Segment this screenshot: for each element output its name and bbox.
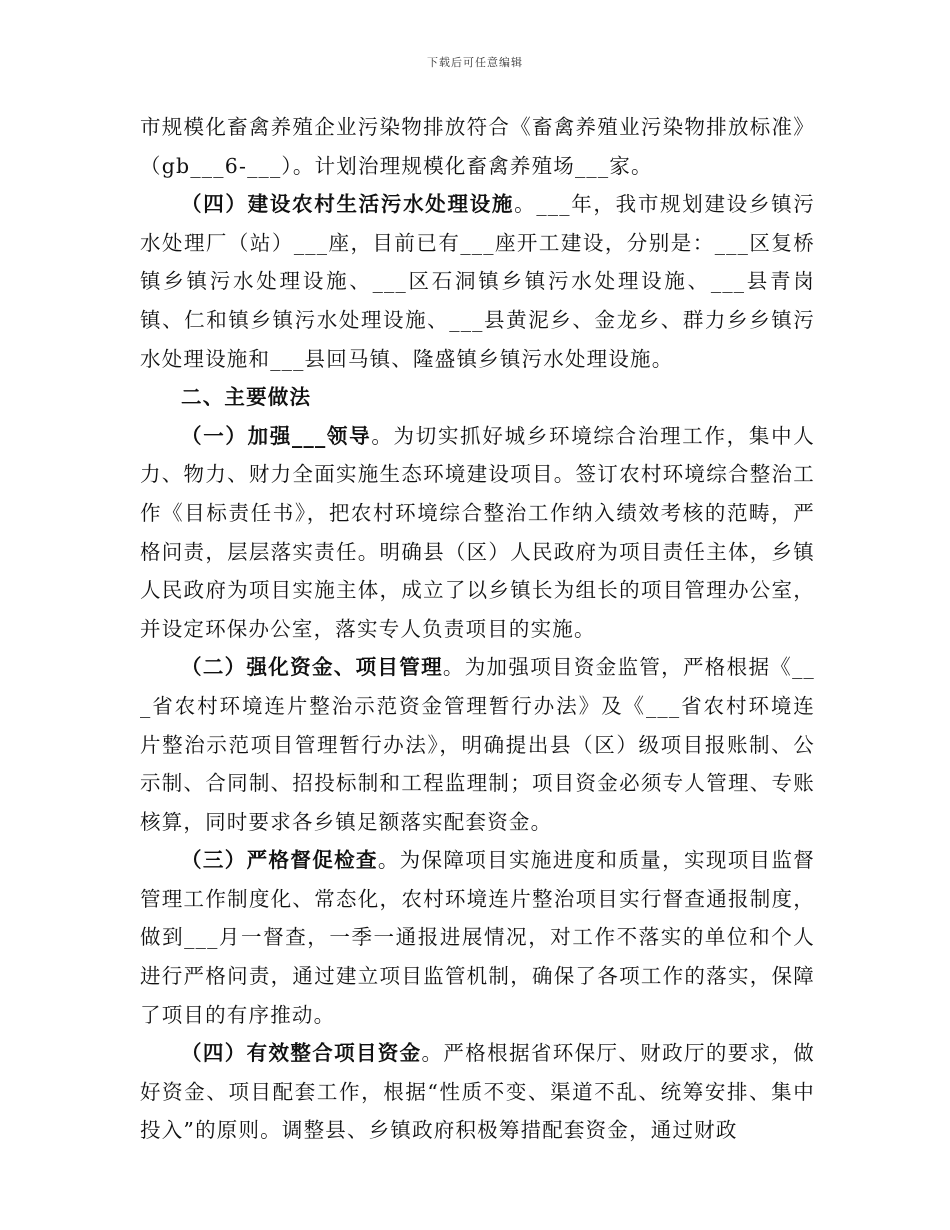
- download-note: 下载后可任意编辑: [427, 56, 523, 69]
- paragraph-heading: （四）建设农村生活污水处理设施: [181, 192, 515, 217]
- paragraph-text: 。为加强项目资金监管，严格根据《___省农村环境连片整治示范资金管理暂行办法》及《___省农村环境连片整治示范项目管理暂行办法》，明确提出县（区）级项目报账制、公示制、合同制、招投标制和工程监理制；项目资金必须专人管理、专账核算，同时要求各乡镇足额落实配套资金。: [140, 655, 815, 834]
- paragraph-text: 市规模化畜禽养殖企业污染物排放符合《畜禽养殖业污染物排放标准》（gb___6-___）。计划治理规模化畜禽养殖场___家。: [140, 115, 815, 178]
- paragraph-text: 。为切实抓好城乡环境综合治理工作，集中人力、物力、财力全面实施生态环境建设项目。签订农村环境综合整治工作《目标责任书》，把农村环境综合整治工作纳入绩效考核的范畴，严格问责，层层落实责任。明确县（区）人民政府为项目责任主体，乡镇人民政府为项目实施主体，成立了以乡镇长为组长的项目管理办公室，并设定环保办公室，落实专人负责项目的实施。: [140, 423, 816, 641]
- paragraph-continuation: [140, 108, 815, 185]
- paragraph-funds-management: [140, 648, 815, 841]
- paragraph-text: 。___年，我市规划建设乡镇污水处理厂（站）___座，目前已有___座开工建设，分别是：___区复桥镇乡镇污水处理设施、___区石洞镇乡镇污水处理设施、___县青岗镇、仁和镇乡镇污水处理设施、___县黄泥乡、金龙乡、群力乡乡镇污水处理设施和___县回马镇、隆盛镇乡镇污水处理设施。: [140, 192, 816, 371]
- paragraph-heading: （二）强化资金、项目管理: [181, 655, 443, 680]
- paragraph-text: 。严格根据省环保厅、财政厅的要求，做好资金、项目配套工作，根据“性质不变、渠道不乱、统筹安排、集中投入”的原则。调整县、乡镇政府积极筹措配套资金，通过财政: [140, 1041, 815, 1143]
- paragraph-heading: （一）加强___领导: [181, 423, 372, 448]
- paragraph-leadership: [140, 417, 815, 649]
- paragraph-supervision: [140, 841, 815, 1034]
- paragraph-funds-integration: [140, 1034, 815, 1150]
- paragraph-text: 。为保障项目实施进度和质量，实现项目监督管理工作制度化、常态化，农村环境连片整治项目实行督查通报制度，做到___月一督查，一季一通报进展情况，对工作不落实的单位和个人进行严格问责，通过建立项目监管机制，确保了各项工作的落实，保障了项目的有序推动。: [140, 848, 815, 1027]
- paragraph-heading: （三）严格督促检查: [181, 848, 378, 873]
- section-title-main-practices: 二、主要做法: [181, 385, 312, 410]
- paragraph-rural-sewage: [140, 185, 815, 378]
- document-body: [140, 108, 815, 1150]
- paragraph-heading: （四）有效整合项目资金: [181, 1041, 422, 1066]
